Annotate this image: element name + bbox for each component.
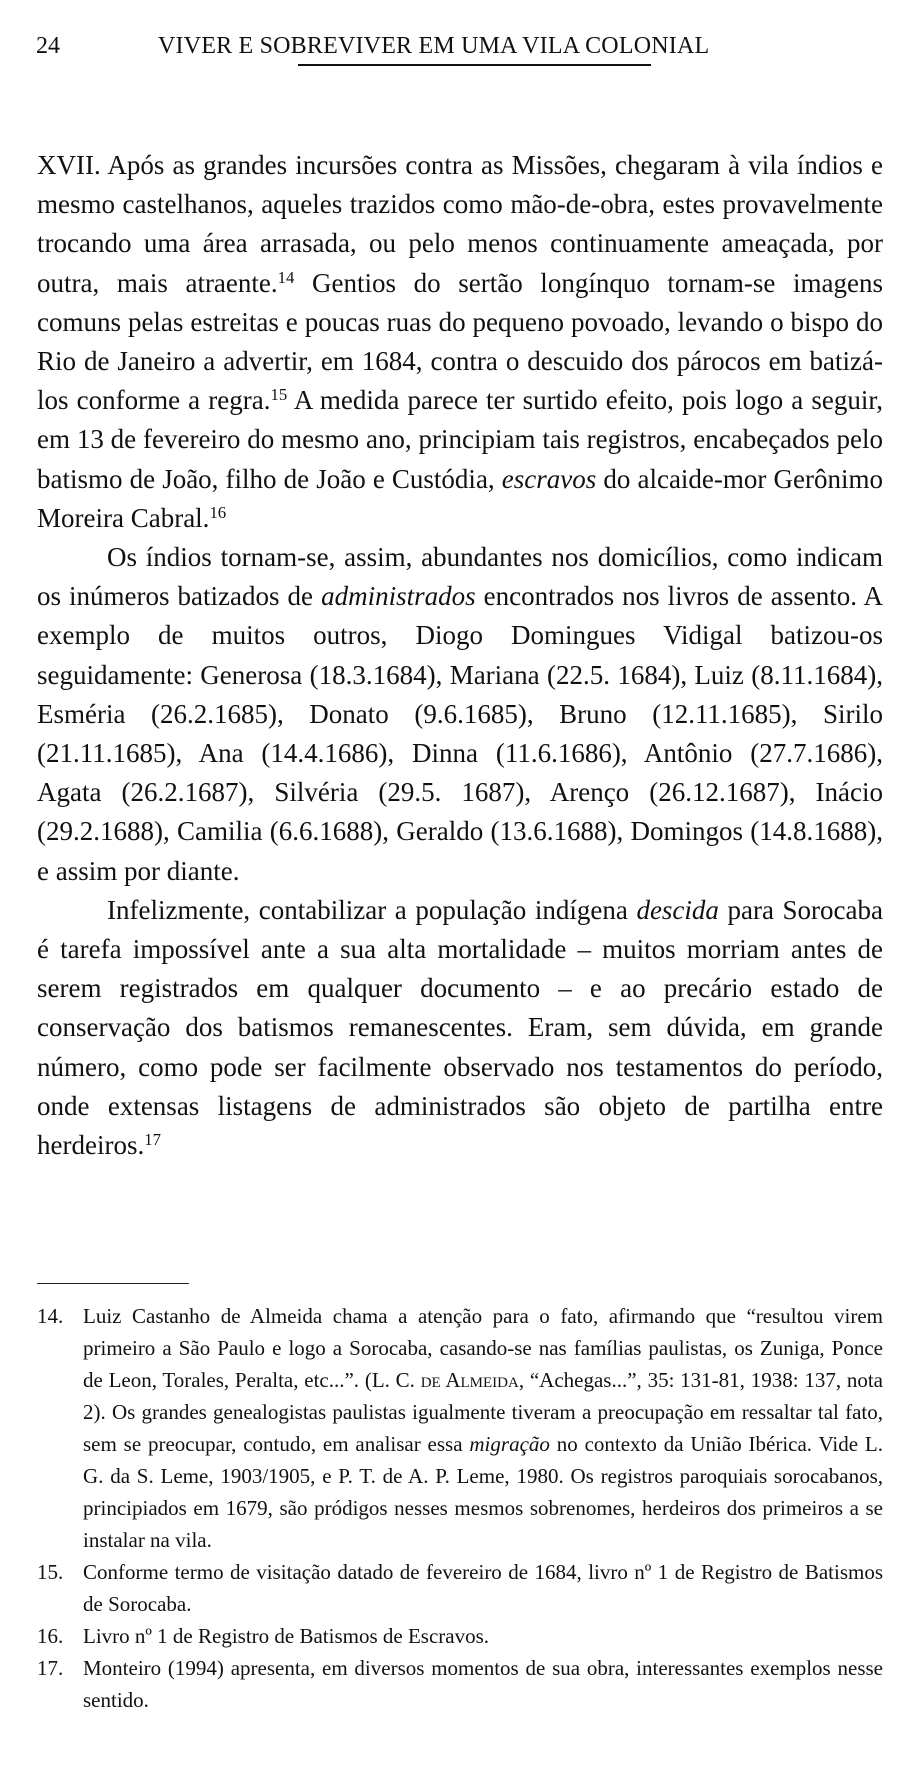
paragraph-2: [37, 538, 883, 891]
paragraph-1-text-c: A medida parece ter surtido efeito, pois logo a seguir, em 13 de fevereiro do mesmo ano, principiam tais registros, encabeçados pelo batismo de João, filho de João e Custódia,: [37, 385, 883, 494]
italic-escravos: escravos: [501, 463, 597, 494]
footnote-number: 16.: [37, 1624, 64, 1648]
running-title: VIVER E SOBREVIVER EM UMA VILA COLONIAL: [158, 33, 710, 59]
page-header: [36, 34, 879, 74]
footnote-number: 15.: [37, 1560, 64, 1584]
footnote-ref-15[interactable]: 15: [270, 385, 288, 405]
header-underline: [298, 64, 651, 66]
main-text: [37, 146, 883, 1165]
paragraph-1-text-d: do alcaide-mor Gerônimo Moreira Cabral.: [37, 463, 883, 533]
paragraph-3: [37, 891, 883, 1165]
paragraph-3-text-b: para Sorocaba é tarefa impossível ante a sua alta mortalidade – muitos morriam antes de serem registrados em qualquer documento – e ao precário estado de conservação dos batismos remanescentes. Eram, sem dúvida, em grande número, como pode ser facilmente observado nos testamentos do período, onde extensas listagens de administrados são objeto de partilha entre herdeiros.: [37, 894, 884, 1161]
paragraph-1-text-a: XVII. Após as grandes incursões contra as Missões, chegaram à vila índios e mesmo castelhanos, aqueles trazidos como mão-de-obra, estes provavelmente trocando uma área arrasada, ou pelo menos continuamente ameaçada, por outra, mais atraente.: [37, 150, 883, 298]
footnote-14-text-a: Luiz Castanho de Almeida chama a atenção para o fato, afirmando que “resultou virem primeiro a São Paulo e logo a Sorocaba, casando-se nas famílias paulistas, os Zuniga, Ponce de Leon, Torales, Peralta, etc...”. (L. C.: [83, 1304, 883, 1392]
footnote-14-small-caps-name: de Almeida: [420, 1368, 519, 1392]
paragraph-2-text-a: Os índios tornam-se, assim, abundantes nos domicílios, como indicam os inúmeros batizados de: [37, 542, 883, 612]
footnote-text: Conforme termo de visitação datado de fevereiro de 1684, livro nº 1 de Registro de Batismos de Sorocaba.: [83, 1560, 883, 1616]
footnote-number: 14.: [37, 1304, 64, 1328]
footnote-14: [37, 1300, 883, 1556]
footnote-divider: [37, 1283, 189, 1284]
footnote-number: 17.: [37, 1656, 64, 1680]
italic-descida: descida: [636, 894, 719, 925]
footnote-16: [37, 1620, 883, 1652]
paragraph-2-text-b: encontrados nos livros de assento. A exemplo de muitos outros, Diogo Domingues Vidigal batizou-os seguidamente: Generosa (18.3.1684), Mariana (22.5. 1684), Luiz (8.11.1684), Esméria (26.2.1685), Donato (9.6.1685), Bruno (12.11.1685), Sirilo (21.11.1685), Ana (14.4.1686), Dinna (11.6.1686), Antônio (27.7.1686), Agata (26.2.1687), Silvéria (29.5. 1687), Arenço (26.12.1687), Inácio (29.2.1688), Camilia (6.6.1688), Geraldo (13.6.1688), Domingos (14.8.1688), e assim por diante.: [37, 581, 883, 886]
page-number: 24: [36, 33, 60, 59]
footnote-14-text-b: , “Achegas...”, 35: 131-81, 1938: 137, nota 2). Os grandes genealogistas paulistas igualmente tiveram a preocupação em ressaltar tal fato, sem se preocupar, contudo, em analisar essa: [83, 1368, 883, 1456]
footnote-ref-16[interactable]: 16: [209, 502, 227, 522]
footnote-text: [83, 1300, 883, 1556]
footnote-15: [37, 1556, 883, 1620]
italic-administrados: administrados: [321, 581, 476, 612]
italic-migracao: migração: [469, 1432, 550, 1456]
footnote-17: [37, 1652, 883, 1716]
footnotes: [37, 1300, 883, 1716]
footnote-text: Livro nº 1 de Registro de Batismos de Escravos.: [83, 1624, 490, 1648]
paragraph-3-text-a: Infelizmente, contabilizar a população indígena: [107, 894, 637, 925]
footnote-text: Monteiro (1994) apresenta, em diversos momentos de sua obra, interessantes exemplos nesse sentido.: [83, 1656, 883, 1712]
footnote-14-text-c: no contexto da União Ibérica. Vide L. G. da S. Leme, 1903/1905, e P. T. de A. P. Leme, 1980. Os registros paroquiais sorocabanos, principiados em 1679, são pródigos nesses mesmos sobrenomes, herdeiros dos primeiros a se instalar na vila.: [83, 1432, 883, 1552]
footnote-ref-17[interactable]: 17: [144, 1129, 161, 1149]
footnote-ref-14[interactable]: 14: [277, 267, 295, 287]
paragraph-1-text-b: Gentios do sertão longínquo tornam-se imagens comuns pelas estreitas e poucas ruas do pequeno povoado, levando o bispo do Rio de Janeiro a advertir, em 1684, contra o descuido dos párocos em batizá-los conforme a regra.: [37, 267, 883, 416]
paragraph-1: [37, 146, 883, 538]
